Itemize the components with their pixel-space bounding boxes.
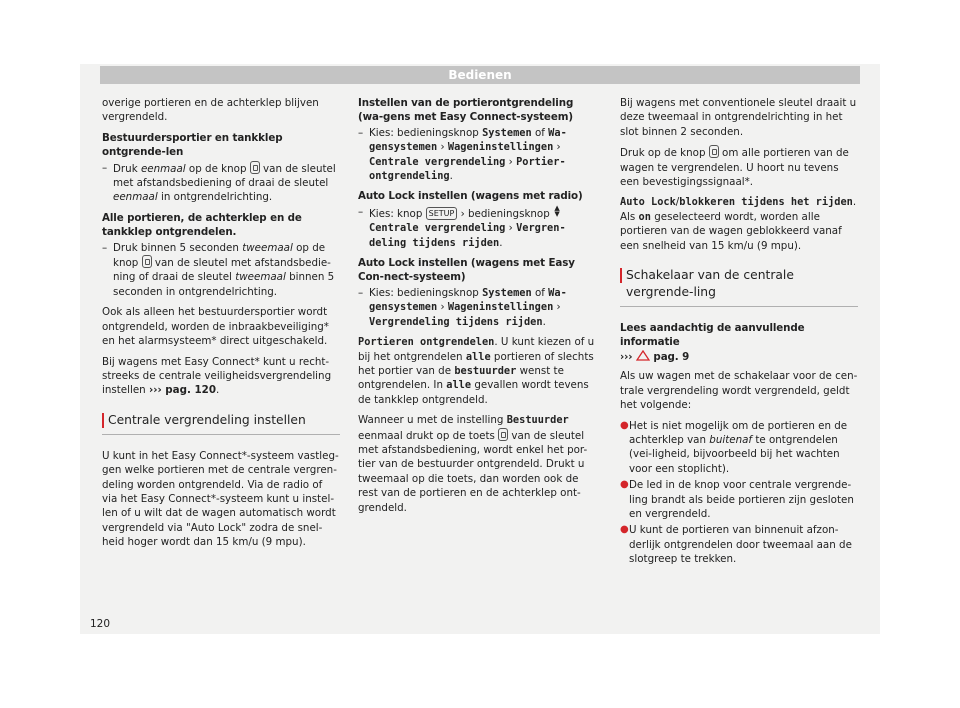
list-item: – Kies: bedieningsknop Systemen of Wa-gensystemen › Wageninstellingen › Vergrendeling tijdens rijden. [358,286,567,328]
bullet-icon: ● [620,479,629,491]
paragraph: Portieren ontgrendelen. U kunt kiezen of u bij het ontgrendelen alle portieren of slechts het portier van de bestuurder wenst te ontgrendelen. In alle gevallen wordt tevens de tankklep ontgrendeld. [358,336,595,406]
section-heading: Centrale vergrendeling instellen [102,412,340,435]
column-3 [620,96,858,569]
section-heading: Schakelaar van de centrale vergrende-ling [620,267,858,307]
paragraph: Auto Lock/blokkeren tijdens het rijden. Als on geselecteerd wordt, worden alle portieren van de wagen geblokkeerd vanaf een snelheid van 15 km/u (9 mpu). [620,196,857,252]
paragraph: U kunt in het Easy Connect*-systeem vastleg-gen welke portieren met de centrale vergren-deling worden ontgrendeld. Via de radio of via het Easy Connect*-systeem kunt u instel-len of u wilt dat de wagen automatisch wordt vergrendeld via "Auto Lock" zodra de snel-heid hoger wordt dan 15 km/u (9 mpu). [102,449,339,549]
paragraph: Wanneer u met de instelling Bestuurder eenmaal drukt op de toets van de sleutel met afstandsbediening, wordt enkel het por-tier van de bestuurder ontgrendeld. Drukt u tweemaal op die toets, dan worden ook de rest van de portieren en de achterklep ont-grendeld. [358,414,588,514]
setup-button-icon: SETUP [426,207,458,220]
column-1 [102,96,340,556]
paragraph: Bij wagens met Easy Connect* kunt u recht-streeks de centrale veiligheidsvergrendeling instellen ››› pag. 120. [102,355,332,397]
up-down-arrows-icon: ▲ ▼ [554,203,560,218]
list-item: ● U kunt de portieren van binnenuit afzon-derlijk ontgrendelen door tweemaal aan de slotgreep te trekken. [620,524,852,566]
unlock-key-icon [142,255,152,268]
dash-marker: – [102,241,108,254]
list-item: – Druk binnen 5 seconden tweemaal op de knop van de sleutel met afstandsbedie-ning of draai de sleutel tweemaal binnen 5 seconden in ontgrendelrichting. [102,241,335,298]
list-item: – Druk eenmaal op de knop van de sleutel met afstandsbediening of draai de sleutel eenmaal in ontgrendelrichting. [102,161,336,204]
lock-key-icon [709,145,719,158]
paragraph: overige portieren en de achterklep blijven vergrendeld. [102,97,319,124]
bullet-icon: ● [620,419,629,431]
subheading: Auto Lock instellen (wagens met radio) [358,190,583,203]
page-header: Bedienen [100,66,860,84]
page-reference-link[interactable]: ››› pag. 120 [148,384,216,397]
list-item: ● De led in de knop voor centrale vergrende-ling brandt als beide portieren zijn gesloten en vergrendeld. [620,479,854,520]
dash-marker: – [358,286,364,299]
unlock-key-icon [498,428,508,441]
page-number: 120 [90,618,111,630]
paragraph: Ook als alleen het bestuurdersportier wordt ontgrendeld, worden de inbraakbeveiliging* en het alarmsysteem* direct uitgeschakeld. [102,306,329,348]
paragraph: Bij wagens met conventionele sleutel draait u deze tweemaal in ontgrendelrichting in het slot binnen 2 seconden. [620,97,857,138]
dash-marker: – [102,161,108,174]
paragraph: Druk op de knop om alle portieren van de wagen te vergrendelen. U hoort nu tevens een bevestigingssignaal*. [620,147,849,189]
subheading: Lees aandachtig de aanvullende informatie ››› pag. 9 [620,322,805,363]
dash-marker: – [358,126,364,139]
dash-marker: – [358,205,364,218]
unlock-key-icon [250,161,260,174]
list-item: – Kies: knop SETUP › bedieningsknop ▲ ▼ Centrale vergrendeling › Vergren-deling tijdens rijden. [358,203,566,249]
subheading: Instellen van de portierontgrendeling (wa-gens met Easy Connect-systeem) [358,97,574,124]
warning-triangle-icon [636,350,650,361]
page-reference-link[interactable]: pag. 9 [649,350,690,363]
column-2 [358,96,596,521]
subheading: Alle portieren, de achterklep en de tankklep ontgrendelen. [102,211,302,239]
subheading: Bestuurdersportier en tankklep ontgrende-len [102,131,283,159]
bullet-icon: ● [620,524,629,536]
paragraph: Als uw wagen met de schakelaar voor de cen-trale vergrendeling wordt vergrendeld, geldt het volgende: [620,370,858,412]
list-item: ● Het is niet mogelijk om de portieren en de achterklep van buitenaf te ontgrendelen (vei-ligheid, bijvoorbeeld bij het wachten voor een stoplicht). [620,419,848,475]
list-item: – Kies: bedieningsknop Systemen of Wa-gensystemen › Wageninstellingen › Centrale vergrendeling › Portier-ontgrendeling. [358,126,567,183]
subheading: Auto Lock instellen (wagens met Easy Con-nect-systeem) [358,257,575,284]
